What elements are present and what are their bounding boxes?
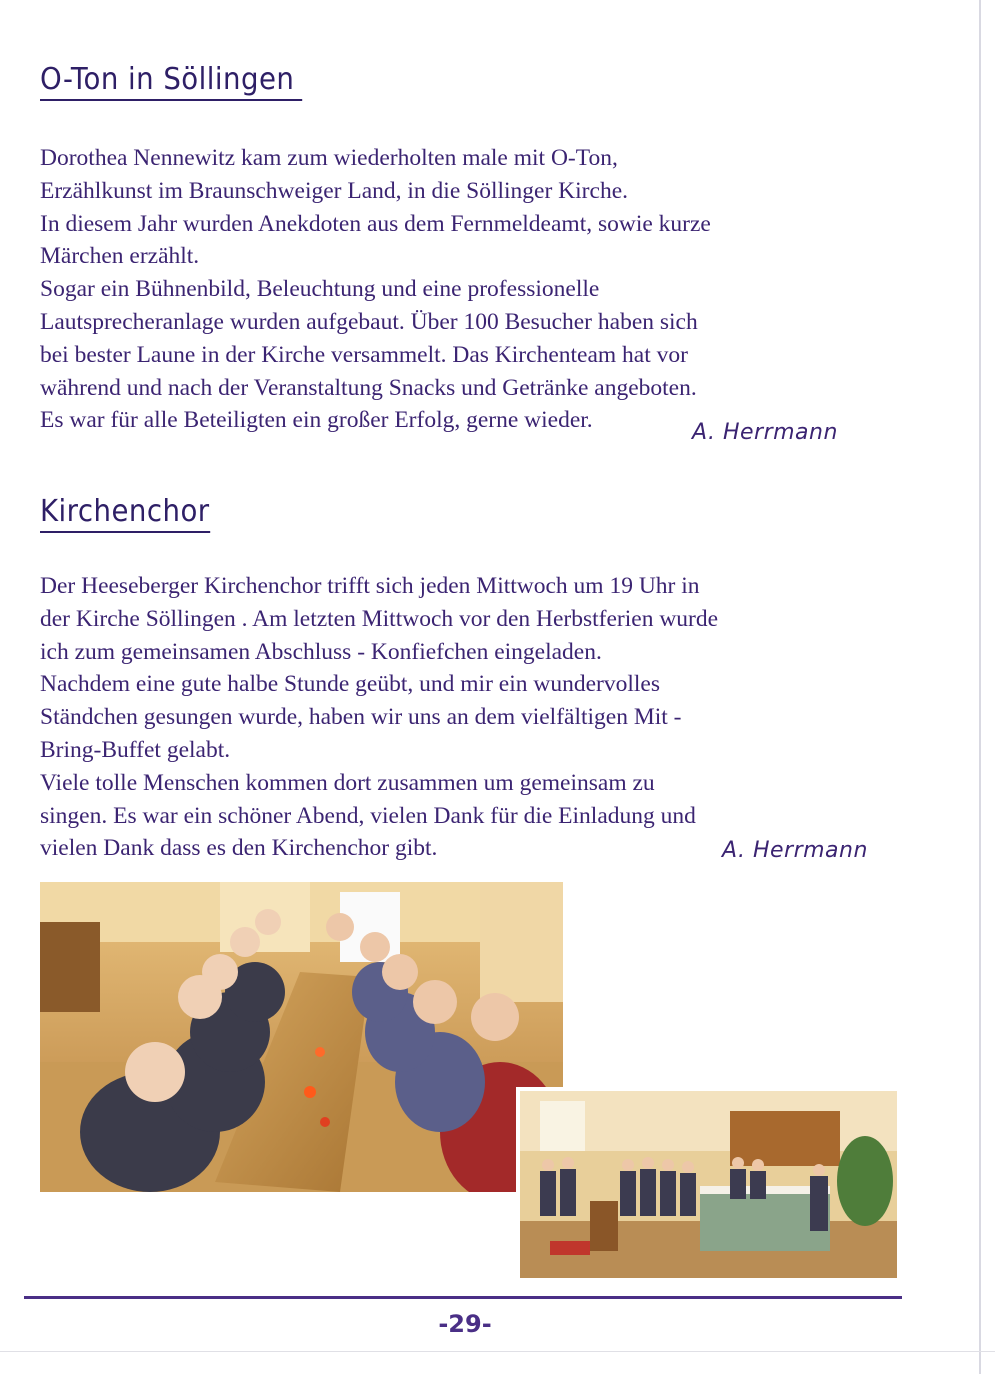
text-line: während und nach der Veranstaltung Snacks und Getränke angeboten. (40, 374, 697, 401)
photo-choir-altar (516, 1087, 897, 1278)
text-line: singen. Es war ein schöner Abend, vielen Dank für die Einladung und (40, 802, 696, 829)
text-line: ich zum gemeinsamen Abschluss - Konfiefchen eingeladen. (40, 638, 602, 665)
text-line: Es war für alle Beteiligten ein großer Erfolg, gerne wieder. (40, 407, 593, 434)
text-line: Lautsprecheranlage wurden aufgebaut. Über 100 Besucher haben sich (40, 308, 698, 335)
signature-kirchenchor: A. Herrmann (722, 838, 868, 863)
section-heading-kirchenchor: Kirchenchor (40, 494, 210, 533)
text-line: Viele tolle Menschen kommen dort zusammen um gemeinsam zu (40, 769, 655, 796)
page-number: -29- (438, 1310, 492, 1338)
text-line: Nachdem eine gute halbe Stunde geübt, und mir ein wundervolles (40, 671, 660, 698)
signature-o-ton: A. Herrmann (692, 420, 838, 445)
text-line: der Kirche Söllingen . Am letzten Mittwoch vor den Herbstferien wurde (40, 605, 719, 632)
text-line: Der Heeseberger Kirchenchor trifft sich jeden Mittwoch um 19 Uhr in (40, 573, 700, 599)
text-line: Ständchen gesungen wurde, haben wir uns an dem vielfältigen Mit - (40, 704, 682, 731)
section-text-o-ton (40, 142, 890, 437)
text-line: bei bester Laune in der Kirche versammelt. Das Kirchenteam hat vor (40, 341, 688, 368)
text-line: Sogar ein Bühnenbild, Beleuchtung und eine professionelle (40, 276, 600, 303)
text-line: Erzählkunst im Braunschweiger Land, in die Söllinger Kirche. (40, 177, 628, 204)
text-line: Märchen erzählt. (40, 243, 200, 270)
page-edge (979, 0, 981, 1374)
text-line: Dorothea Nennewitz kam zum wiederholten male mit O-Ton, (40, 145, 618, 171)
page-bottom-edge (0, 1351, 995, 1352)
text-line: In diesem Jahr wurden Anekdoten aus dem Fernmeldeamt, sowie kurze (40, 210, 711, 237)
text-line: Bring-Buffet gelabt. (40, 736, 231, 763)
section-heading-o-ton: O-Ton in Söllingen (40, 62, 302, 101)
text-line: vielen Dank dass es den Kirchenchor gibt. (40, 835, 438, 862)
photo-choir-table (40, 882, 563, 1192)
photo-choir-table-image (40, 882, 563, 1192)
photo-choir-altar-image (520, 1091, 897, 1278)
footer-rule (24, 1296, 902, 1299)
section-text-kirchenchor (40, 570, 890, 865)
